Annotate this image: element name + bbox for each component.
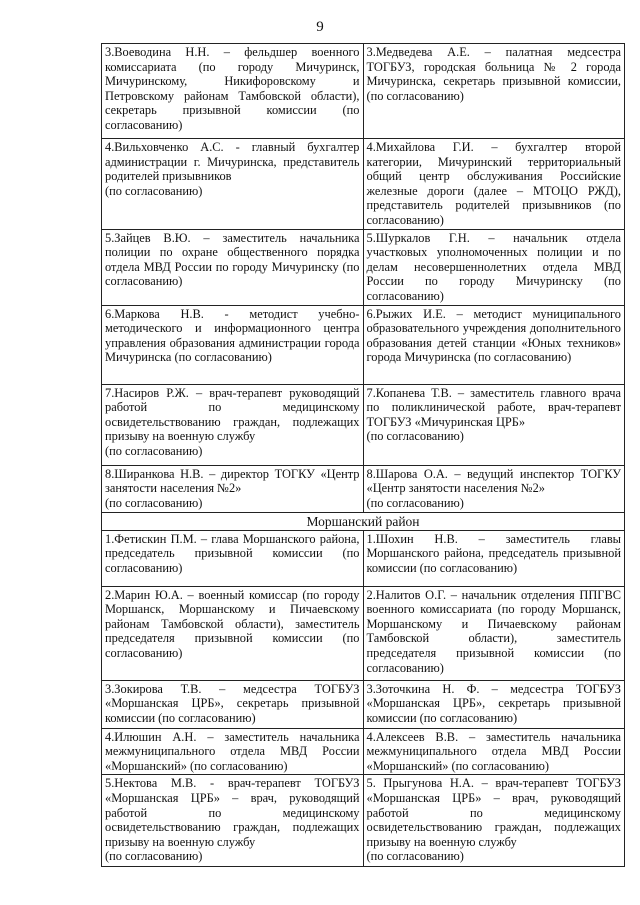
table-cell-member bbox=[102, 229, 364, 305]
cell-text: 4.Вильховченко А.С. - главный бухгалтер администрации г. Мичуринска, представитель родителей призывников (по согласованию) bbox=[105, 140, 360, 198]
table-cell-reserve bbox=[363, 775, 625, 867]
table-row bbox=[102, 229, 625, 305]
cell-text: 8.Шарова О.А. – ведущий инспектор ТОГКУ «Центр занятости населения №2» (по согласованию) bbox=[366, 466, 621, 510]
table-cell-member bbox=[102, 44, 364, 139]
cell-text: 3.Воеводина Н.Н. – фельдшер военного комиссариата (по городу Мичуринск, Мичуринскому, Никифоровскому и Петровскому районам Тамбовской области), секретарь призывной комиссии (по согласованию) bbox=[105, 45, 360, 132]
table-cell-member bbox=[102, 384, 364, 465]
table-cell-member bbox=[102, 465, 364, 512]
table-cell-reserve bbox=[363, 728, 625, 775]
table-cell-member bbox=[102, 305, 364, 384]
table-cell-member bbox=[102, 680, 364, 728]
commission-table bbox=[101, 43, 625, 867]
cell-text: 2.Налитов О.Г. – начальник отделения ППГВС военного комиссариата (по городу Моршанск, Моршанскому и Пичаевскому районам Тамбовской области), заместитель председателя призывной комиссии (по согласованию) bbox=[366, 587, 621, 675]
page-number: 9 bbox=[316, 19, 324, 35]
table-cell-reserve bbox=[363, 229, 625, 305]
table-row bbox=[102, 586, 625, 680]
table-row bbox=[102, 139, 625, 230]
cell-text: 4.Илюшин А.Н. – заместитель начальника межмуниципального отдела МВД России «Моршанский» (по согласованию) bbox=[105, 729, 360, 773]
cell-text: 5. Прыгунова Н.А. – врач-терапевт ТОГБУЗ «Моршанская ЦРБ» – врач, руководящий работой по медицинскому освидетельствованию граждан, подлежащих призыву на военную службу (по согласованию) bbox=[366, 776, 621, 864]
table-cell-reserve bbox=[363, 465, 625, 512]
table-cell-reserve bbox=[363, 384, 625, 465]
table-cell-member bbox=[102, 586, 364, 680]
table-row bbox=[102, 384, 625, 465]
table-row bbox=[102, 465, 625, 512]
cell-text: 6.Рыжих И.Е. – методист муниципального образовательного учреждения дополнительного образования детей станции «Юных техников» города Мичуринска (по согласованию) bbox=[366, 306, 621, 365]
table-row bbox=[102, 775, 625, 867]
cell-text: 5.Шуркалов Г.Н. – начальник отдела участковых уполномоченных полиции и по делам несовершеннолетних отдела МВД России по городу Мичуринску (по согласованию) bbox=[366, 230, 621, 303]
table-cell-reserve bbox=[363, 305, 625, 384]
table-cell-reserve bbox=[363, 680, 625, 728]
table-cell-reserve bbox=[363, 139, 625, 230]
section-title: Моршанский район bbox=[102, 512, 625, 530]
cell-text: 3.Медведева А.Е. – палатная медсестра ТОГБУЗ, городская больница № 2 города Мичуринска, секретарь призывной комиссии, (по согласованию) bbox=[366, 45, 621, 103]
table-row bbox=[102, 728, 625, 775]
table-cell-member bbox=[102, 530, 364, 586]
cell-text: 8.Ширанкова Н.В. – директор ТОГКУ «Центр занятости населения №2» (по согласованию) bbox=[105, 466, 360, 510]
cell-text: 1.Шохин Н.В. – заместитель главы Моршанского района, председатель призывной комиссии (по согласованию) bbox=[366, 531, 621, 575]
cell-text: 3.Зокирова Т.В. – медсестра ТОГБУЗ «Моршанская ЦРБ», секретарь призывной комиссии (по согласованию) bbox=[105, 681, 360, 725]
table-row bbox=[102, 530, 625, 586]
cell-text: 5.Нектова М.В. - врач-терапевт ТОГБУЗ «Моршанская ЦРБ» – врач, руководящий работой по медицинскому освидетельствованию граждан, подлежащих призыву на военную службу (по согласованию) bbox=[105, 776, 360, 864]
cell-text: 1.Фетискин П.М. – глава Моршанского района, председатель призывной комиссии (по согласованию) bbox=[105, 531, 360, 575]
table-cell-reserve bbox=[363, 530, 625, 586]
section-row bbox=[102, 512, 625, 530]
table-row bbox=[102, 305, 625, 384]
cell-text: 7.Копанева Т.В. – заместитель главного врача по поликлинической работе, врач-терапевт ТОГБУЗ «Мичуринская ЦРБ» (по согласованию) bbox=[366, 385, 621, 444]
cell-text: 5.Зайцев В.Ю. – заместитель начальника полиции по охране общественного порядка отдела МВД России по городу Мичуринску (по согласованию) bbox=[105, 230, 360, 289]
table-row bbox=[102, 44, 625, 139]
cell-text: 6.Маркова Н.В. - методист учебно-методического и информационного центра управления образования администрации города Мичуринска (по согласованию) bbox=[105, 306, 360, 365]
table-row bbox=[102, 680, 625, 728]
table-cell-reserve bbox=[363, 586, 625, 680]
cell-text: 3.Зоточкина Н. Ф. – медсестра ТОГБУЗ «Моршанская ЦРБ», секретарь призывной комиссии (по согласованию) bbox=[366, 681, 621, 725]
cell-text: 4.Михайлова Г.И. – бухгалтер второй категории, Мичуринский территориальный общий центр обслуживания Российские железные дороги (далее – МТОЦО РЖД), представитель родителей призывников (по согласованию) bbox=[366, 140, 621, 227]
cell-text: 2.Марин Ю.А. – военный комиссар (по городу Моршанск, Моршанскому и Пичаевскому районам Тамбовской области), заместитель председателя призывной комиссии (по согласованию) bbox=[105, 587, 360, 660]
table-cell-member bbox=[102, 775, 364, 867]
cell-text: 4.Алексеев В.В. – заместитель начальника межмуниципального отдела МВД России «Моршанский» (по согласованию) bbox=[366, 729, 621, 773]
table-cell-member bbox=[102, 728, 364, 775]
table-cell-reserve bbox=[363, 44, 625, 139]
cell-text: 7.Насиров Р.Ж. – врач-терапевт руководящий работой по медицинскому освидетельствованию граждан, подлежащих призыву на военную службу (по согласованию) bbox=[105, 385, 360, 458]
table-cell-member bbox=[102, 139, 364, 230]
